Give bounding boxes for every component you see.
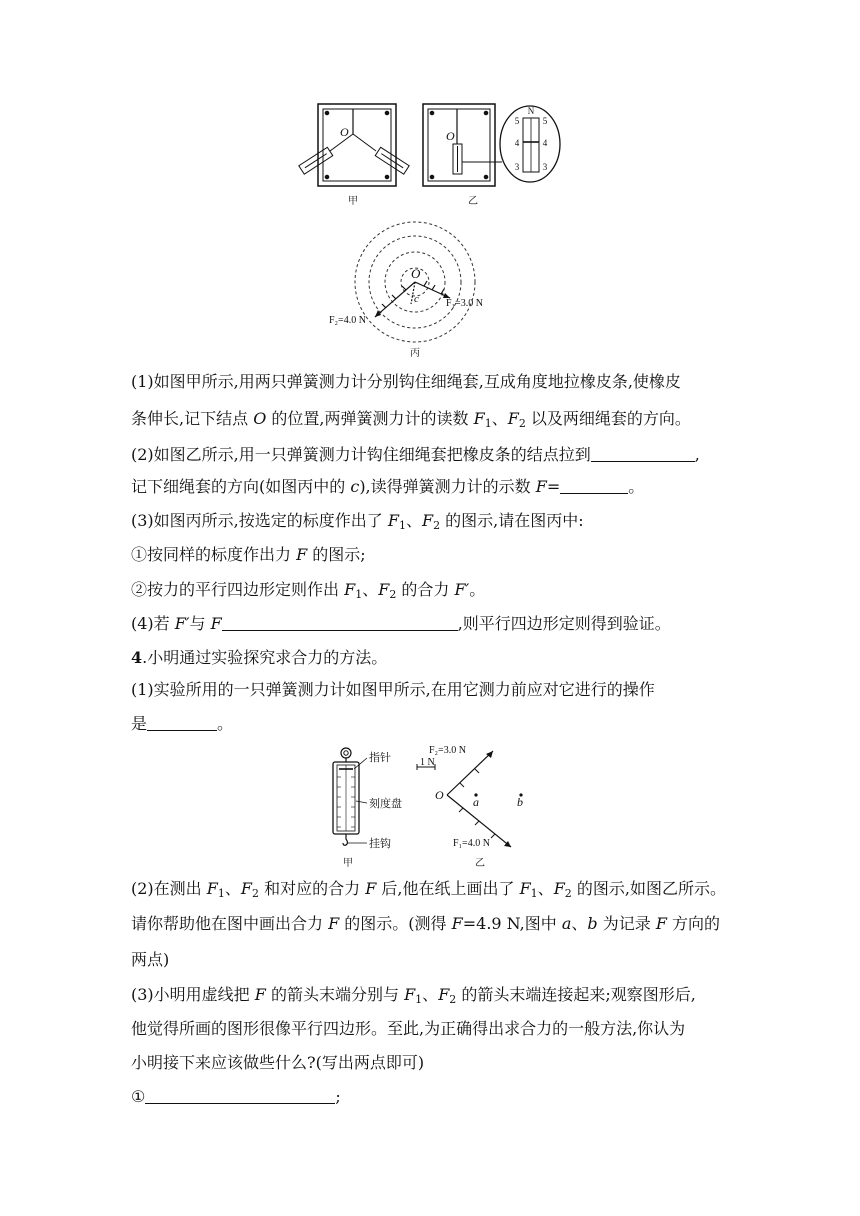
q3-p1-line1: (1)如图甲所示,用两只弹簧测力计分别钩住细绳套,互成角度地拉橡皮条,使橡皮 [131, 372, 681, 391]
hook-label: 挂钩 [369, 838, 391, 850]
label-yi-q4: 乙 [475, 858, 485, 869]
spring-balance [333, 748, 359, 845]
q4-p3-line1: (3)小明用虚线把 F 的箭头末端分别与 $F_1$、$F_2$ 的箭头末端连接起来;观察图形后, [131, 985, 696, 1006]
scale-tick-4-right: 4 [542, 138, 548, 148]
q3-p4-line: (4)若 F′与 F ,则平行四边形定则得到验证。 [131, 614, 671, 633]
c-label: c [414, 293, 419, 305]
scale-tick-5-left: 5 [514, 116, 520, 126]
q3-p3-step2: ②按力的平行四边形定则作出 $F_1$、$F_2$ 的合力 F′。 [131, 580, 486, 601]
q4-p2-line1: (2)在测出 $F_1$、$F_2$ 和对应的合力 F 后,他在纸上画出了 $F_1$、$F_2$ 的图示,如图乙所示。 [131, 879, 726, 900]
pointer-label: 指针 [369, 752, 391, 764]
F2-label-q4: F₂=3.0 N [429, 745, 466, 756]
q3-p2-line1: (2)如图乙所示,用一只弹簧测力计钩住细绳套把橡皮条的结点拉到 , [131, 445, 700, 464]
label-jia: 甲 [348, 196, 358, 207]
figure-q4 [325, 745, 525, 870]
q3-p3-line1: (3)如图丙所示,按选定的标度作出了 $F_1$、$F_2$ 的图示,请在图丙中: [131, 511, 584, 532]
q4-p3-answer1: ① ; [131, 1087, 341, 1106]
label-yi: 乙 [468, 196, 478, 207]
board-yi [423, 104, 502, 186]
point-a-label: a [473, 795, 479, 809]
answer-blank-F-reading[interactable] [560, 479, 628, 494]
dial-label: 刻度盘 [369, 798, 402, 810]
q3-p1-line2: 条伸长,记下结点 O 的位置,两弹簧测力计的读数 $F_1$、$F_2$ 以及两细绳套的方向。 [131, 409, 691, 430]
F1-label-q4: F₁=4.0 N [453, 838, 490, 849]
scale-magnifier [500, 106, 560, 182]
F2-label-bing: F₂=4.0 N [329, 315, 366, 326]
label-jia-q4: 甲 [343, 858, 353, 869]
scale-label-q4: 1 N [420, 757, 435, 768]
scale-tick-3-left: 3 [514, 162, 520, 172]
q3-p2-line2: 记下细绳套的方向(如图丙中的 c),读得弹簧测力计的示数 F= 。 [131, 477, 645, 496]
q4-p2-line3: 两点) [131, 950, 170, 969]
figure-bing [325, 220, 525, 360]
q4-p1-line1: (1)实验所用的一只弹簧测力计如图甲所示,在用它测力前应对它进行的操作 [131, 680, 655, 699]
scale-unit: N [527, 106, 535, 116]
point-O-yi: O [446, 129, 455, 143]
scale-tick-3-right: 3 [542, 162, 548, 172]
board-jia [299, 104, 409, 186]
q3-p3-step1: ①按同样的标度作出力 F 的图示; [131, 545, 366, 564]
q4-p1-line2: 是 。 [131, 714, 234, 733]
label-bing: 丙 [410, 348, 420, 359]
q4-p3-line3: 小明接下来应该做些什么?(写出两点即可) [131, 1053, 425, 1072]
point-O-q4: O [435, 788, 444, 802]
point-O-bing: O [411, 266, 421, 281]
q4-title: 4.小明通过实验探究求合力的方法。 [131, 648, 388, 667]
point-O-jia: O [340, 125, 349, 139]
q4-p3-line2: 他觉得所画的图形很像平行四边形。至此,为正确得出求合力的一般方法,你认为 [131, 1019, 686, 1038]
answer-blank-knot-position[interactable] [591, 447, 695, 462]
answer-blank-operation[interactable] [147, 716, 217, 731]
figure-jia-yi [290, 98, 580, 210]
answer-blank-step1[interactable] [145, 1089, 335, 1104]
scale-tick-4-left: 4 [514, 138, 520, 148]
q4-p2-line2: 请你帮助他在图中画出合力 F 的图示。(测得 F=4.9 N,图中 a、b 为记录 F 方向的 [131, 914, 721, 933]
answer-blank-comparison[interactable] [222, 616, 458, 631]
point-b-label: b [517, 795, 523, 809]
F1-label-bing: F₁=3.0 N [446, 298, 483, 309]
scale-tick-5-right: 5 [542, 116, 548, 126]
